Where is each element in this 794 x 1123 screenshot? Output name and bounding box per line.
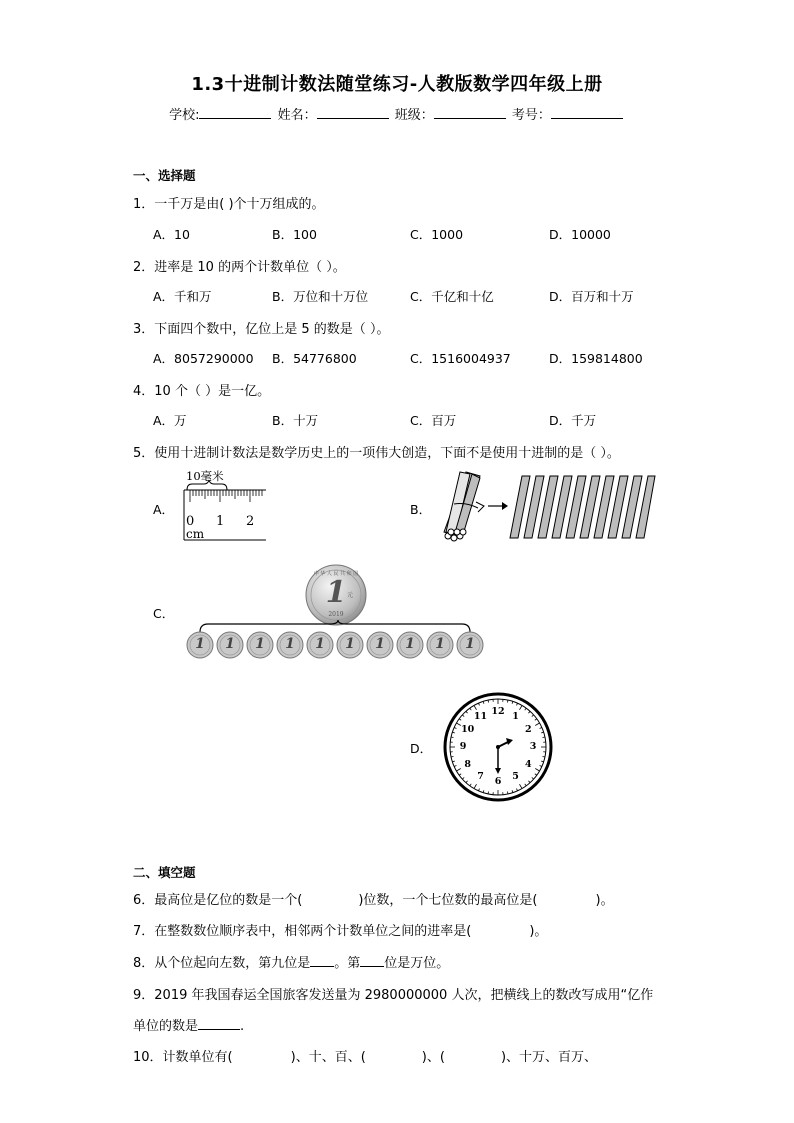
- question-8-blank-2[interactable]: [360, 955, 384, 967]
- question-9-line-2: 单位的数是 .: [133, 1019, 245, 1034]
- clock-numeral: 8: [464, 758, 471, 770]
- question-1-option-b[interactable]: B．100: [272, 227, 317, 242]
- small-coin-icon-3: 1: [246, 631, 274, 663]
- big-coin-value: 1: [325, 575, 347, 610]
- question-2-option-b[interactable]: B．万位和十万位: [272, 289, 369, 304]
- question-5-option-b[interactable]: B．: [410, 502, 432, 517]
- number-label: 考号：: [511, 108, 551, 123]
- clock-numeral: 6: [494, 776, 502, 787]
- clock-tick: [543, 756, 545, 757]
- question-1-option-a[interactable]: A．10: [153, 227, 190, 242]
- small-coin-icon-10: 1: [456, 631, 484, 663]
- class-blank[interactable]: [434, 106, 506, 119]
- small-coin-icon-4: 1: [276, 631, 304, 663]
- small-coin-icon-5: 1: [306, 631, 334, 663]
- question-3-text: 3．下面四个数中，亿位上是 5 的数是（ ）。: [133, 322, 390, 337]
- question-4-option-b[interactable]: B．十万: [272, 413, 319, 428]
- number-blank[interactable]: [551, 106, 623, 119]
- question-5-text: 5．使用十进制计数法是数学历史上的一项伟大创造，下面不是使用十进制的是（ ）。: [133, 446, 620, 461]
- clock-tick: [488, 792, 489, 794]
- question-2-option-c[interactable]: C．千亿和十亿: [410, 289, 494, 304]
- ruler-tick-1: 1: [216, 514, 225, 529]
- question-1-text: 1．一千万是由( )个十万组成的。: [133, 197, 325, 212]
- clock-numeral: 5: [512, 771, 519, 783]
- ruler-tick-2: 2: [246, 514, 255, 529]
- question-8-blank-1[interactable]: [310, 955, 334, 967]
- clock-numeral: 12: [491, 706, 505, 717]
- stick-bundle-icon: [444, 472, 484, 541]
- small-coin-icon-2: 1: [216, 631, 244, 663]
- ruler-length-label: 10毫米: [186, 469, 224, 483]
- question-3-option-a[interactable]: A．8057290000: [153, 351, 254, 366]
- small-coin-icon-1: 1: [186, 631, 214, 663]
- small-coin-icon-9: 1: [426, 631, 454, 663]
- ruler-unit: cm: [186, 527, 205, 541]
- clock-numeral: 7: [477, 771, 484, 783]
- small-coin-icon-8: 1: [396, 631, 424, 663]
- section-choice-heading: 一、选择题: [133, 168, 196, 183]
- question-8: 8．从个位起向左数，第九位是 。第 位是万位。: [133, 956, 450, 971]
- question-3-option-b[interactable]: B．54776800: [272, 351, 357, 366]
- clock-tick: [451, 737, 453, 738]
- question-1-option-c[interactable]: C．1000: [410, 227, 464, 242]
- question-3-option-d[interactable]: D．159814800: [549, 351, 643, 366]
- clock-numeral: 11: [473, 710, 488, 722]
- name-blank[interactable]: [317, 106, 389, 119]
- clock-numeral: 10: [461, 723, 475, 735]
- clock-numeral: 1: [512, 710, 519, 722]
- question-1-option-d[interactable]: D．10000: [549, 227, 611, 242]
- question-4-option-c[interactable]: C．百万: [410, 413, 457, 428]
- clock-tick: [543, 737, 545, 738]
- question-2-option-a[interactable]: A．千和万: [153, 289, 212, 304]
- class-label: 班级：: [394, 108, 434, 123]
- sticks-figure: [436, 466, 656, 546]
- question-10: 10．计数单位有( )、十、百、( )、( )、十万、百万、: [133, 1050, 598, 1065]
- clock-tick: [451, 756, 453, 757]
- student-info-row: [0, 104, 794, 123]
- ruler-figure: [182, 468, 272, 544]
- school-label: 学校:: [169, 108, 200, 123]
- big-coin-top-text: 中 华 人 民 共 和 国: [313, 571, 359, 577]
- clock-tick: [507, 700, 508, 702]
- big-coin-year: 2019: [328, 611, 344, 618]
- clock-icon: [443, 692, 553, 802]
- question-5-option-a[interactable]: A．: [153, 502, 175, 517]
- small-coin-icon-6: 1: [336, 631, 364, 663]
- ten-sticks-icon: [510, 476, 655, 538]
- question-4-text: 4．10 个（ ）是一亿。: [133, 384, 271, 399]
- question-4-option-a[interactable]: A．万: [153, 413, 187, 428]
- question-5-option-d[interactable]: D．: [410, 741, 433, 756]
- small-coins-row: [186, 631, 492, 661]
- question-6: 6．最高位是亿位的数是一个( )位数，一个七位数的最高位是( )。: [133, 893, 614, 908]
- section-fill-heading: 二、填空题: [133, 865, 196, 880]
- clock-numeral: 4: [524, 758, 532, 770]
- question-4-option-d[interactable]: D．千万: [549, 413, 597, 428]
- clock-numeral: 9: [459, 741, 467, 752]
- ruler-tick-0: 0: [186, 514, 195, 529]
- big-coin-unit: 元: [347, 592, 354, 599]
- clock-tick: [507, 792, 508, 794]
- question-9-line-1: 9．2019 年我国春运全国旅客发送量为 2980000000 人次，把横线上的数改写成用“亿作: [133, 988, 654, 1003]
- school-blank[interactable]: [199, 106, 271, 119]
- arrow-right-icon: [488, 502, 508, 510]
- clock-numeral: 2: [524, 723, 532, 735]
- name-label: 姓名：: [277, 108, 317, 123]
- small-coin-icon-7: 1: [366, 631, 394, 663]
- question-7: 7．在整数数位顺序表中，相邻两个计数单位之间的进率是( )。: [133, 924, 548, 939]
- page-title: 1.3十进制计数法随堂练习-人教版数学四年级上册: [191, 74, 603, 95]
- question-2-text: 2．进率是 10 的两个计数单位（ ）。: [133, 260, 346, 275]
- question-9-blank[interactable]: [198, 1018, 240, 1030]
- clock-numeral: 3: [529, 741, 537, 752]
- clock-tick: [488, 700, 489, 702]
- question-3-option-c[interactable]: C．1516004937: [410, 351, 511, 366]
- question-2-option-d[interactable]: D．百万和十万: [549, 289, 634, 304]
- big-coin-icon: [305, 564, 367, 626]
- question-5-option-c[interactable]: C．: [153, 606, 175, 621]
